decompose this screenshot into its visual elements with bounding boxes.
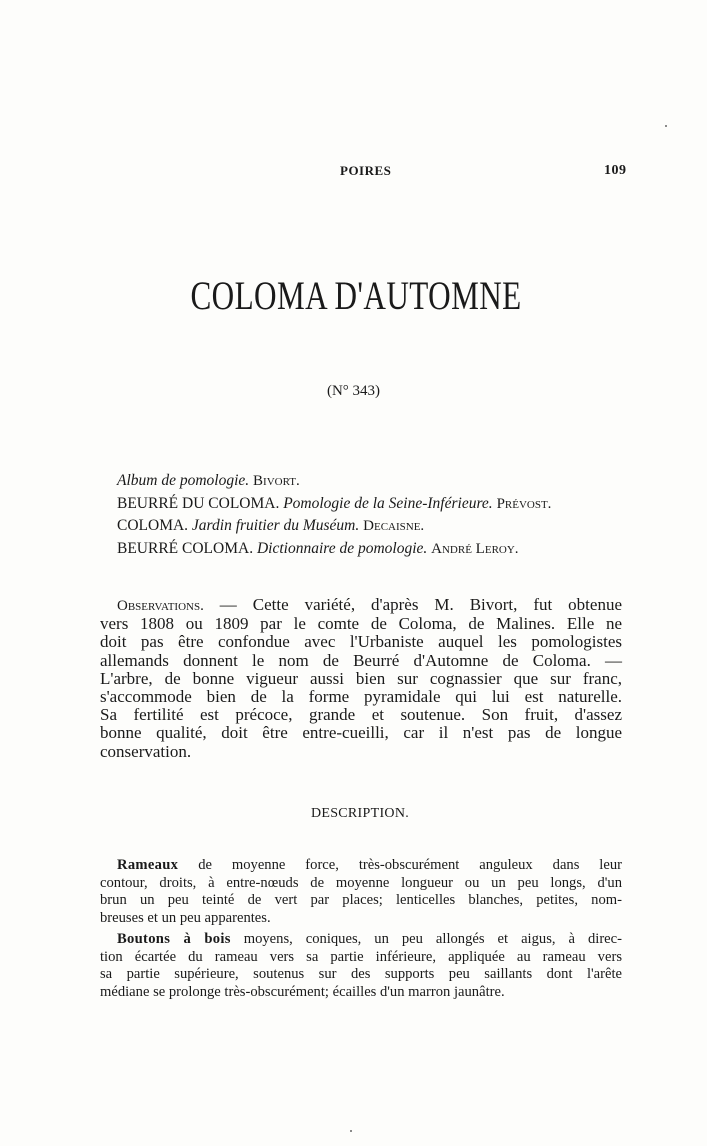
- text-line: [100, 931, 622, 949]
- reference-name: COLOMA.: [117, 517, 189, 534]
- text-line: tion écartée du rameau vers sa partie inférieure, appliquée au rameau vers: [100, 948, 622, 965]
- text-line: brun un peu teinté de vert par places; lenticelles blanches, petites, nom-: [100, 892, 622, 908]
- reference-work: Pomologie de la Seine-Inférieure.: [283, 494, 493, 512]
- scan-speck: [350, 1130, 352, 1132]
- paragraph-label: Rameaux: [117, 857, 179, 873]
- boutons-paragraph: [100, 931, 622, 1001]
- reference-author: Prévost.: [496, 495, 552, 512]
- text-line: conservation.: [100, 741, 192, 761]
- reference-line: [117, 470, 551, 493]
- text-line: [100, 596, 622, 615]
- line-text: de moyenne force, très-obscurément anguleux dans leur: [178, 857, 622, 873]
- references: [117, 470, 551, 560]
- description-heading: DESCRIPTION.: [310, 806, 410, 821]
- variety-number: (N° 343): [326, 383, 381, 399]
- running-title: POIRES: [340, 163, 392, 178]
- page-title: COLOMA D'AUTOMNE: [190, 273, 522, 318]
- reference-author: André Leroy.: [431, 540, 519, 557]
- scan-speck: [665, 125, 667, 127]
- text-line: allemands donnent le nom de Beurré d'Automne de Coloma. —: [100, 650, 622, 670]
- observations-paragraph: [100, 596, 622, 761]
- reference-author: Decaisne.: [363, 518, 425, 534]
- paragraph-label: Observations.: [117, 598, 204, 614]
- reference-line: [117, 538, 551, 561]
- paragraph-label: Boutons à bois: [117, 931, 231, 947]
- line-text: moyens, coniques, un peu allongés et aigus, à direc-: [230, 931, 622, 947]
- reference-line: [117, 515, 551, 538]
- text-line: vers 1808 ou 1809 par le comte de Coloma, de Malines. Elle ne: [100, 614, 622, 634]
- text-line: breuses et un peu apparentes.: [100, 909, 271, 926]
- reference-author: Bivort.: [253, 473, 300, 489]
- reference-name: BEURRÉ DU COLOMA.: [117, 494, 280, 512]
- text-line: doit pas être confondue avec l'Urbaniste auquel les pomologistes: [100, 632, 622, 652]
- rameaux-paragraph: [100, 857, 622, 927]
- line-text: — Cette variété, d'après M. Bivort, fut obtenue: [203, 595, 622, 614]
- reference-work: Dictionnaire de pomologie.: [256, 539, 428, 557]
- reference-name: BEURRÉ COLOMA.: [117, 539, 254, 557]
- reference-work: Jardin fruitier du Muséum.: [191, 517, 360, 534]
- page-number: 109: [604, 163, 627, 178]
- text-line: sa partie supérieure, soutenus sur des supports peu saillants dont l'arête: [100, 966, 622, 982]
- text-line: bonne qualité, doit être entre-cueilli, car il n'est pas de longue: [100, 723, 622, 743]
- reference-line: [117, 493, 551, 516]
- text-line: s'accommode bien de la forme pyramidale qui lui est naturelle.: [100, 687, 622, 707]
- text-line: médiane se prolonge très-obscurément; écailles d'un marron jaunâtre.: [100, 983, 505, 1000]
- text-line: contour, droits, à entre-nœuds de moyenne longueur ou un peu longs, d'un: [100, 874, 622, 891]
- reference-work: Album de pomologie.: [117, 472, 250, 489]
- text-line: L'arbre, de bonne vigueur aussi bien sur cognassier que sur franc,: [100, 668, 622, 688]
- text-line: Sa fertilité est précoce, grande et soutenue. Son fruit, d'assez: [100, 705, 622, 725]
- text-line: [100, 857, 622, 875]
